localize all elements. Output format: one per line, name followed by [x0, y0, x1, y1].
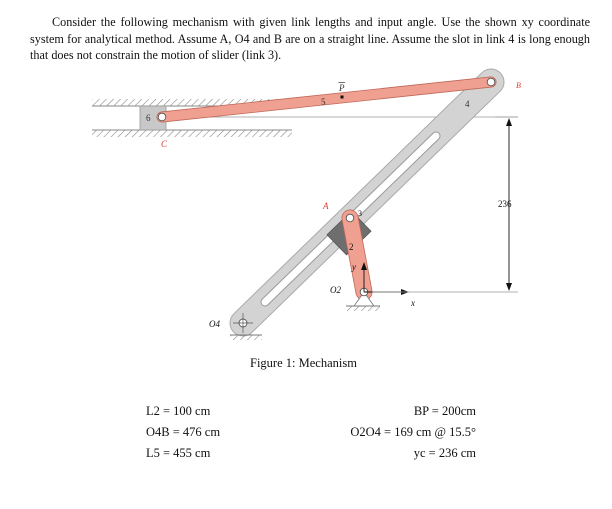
pin-a	[346, 214, 354, 222]
label-point-o2: O2	[330, 285, 341, 295]
label-point-c: C	[161, 139, 168, 149]
ground-bottom-hatch	[92, 130, 292, 137]
label-point-a: A	[323, 201, 329, 211]
label-link-6: 6	[146, 113, 151, 123]
label-point-o4: O4	[209, 319, 220, 329]
label-link-4: 4	[465, 99, 470, 109]
label-link-5: 5	[321, 97, 326, 107]
figure-caption: Figure 1: Mechanism	[250, 356, 357, 370]
label-link-3: 3	[358, 209, 362, 218]
param-l5: L5 = 455 cm	[146, 446, 211, 460]
label-point-b: B	[516, 81, 521, 90]
label-dimension: 236	[498, 199, 512, 209]
pin-c	[158, 113, 166, 121]
pin-b	[487, 78, 495, 86]
problem-text: Consider the following mechanism with given link lengths and input angle. Use the shown xy coordinate system for analytical method. Assume A, O4 and B are on a straight line. Assume the slot in link 4 is long enough that does not constrain the motion of slider (link 3).	[30, 15, 590, 62]
label-link-2: 2	[349, 242, 354, 252]
label-axis-y: y	[352, 262, 356, 272]
param-o2o4: O2O4 = 169 cm @ 15.5°	[350, 425, 476, 439]
param-l2: L2 = 100 cm	[146, 404, 211, 418]
param-o4b: O4B = 476 cm	[146, 425, 221, 439]
param-yc: yc = 236 cm	[413, 446, 476, 460]
ground-o4	[230, 335, 262, 340]
point-p-marker	[341, 96, 344, 99]
param-bp: BP = 200cm	[413, 404, 476, 418]
label-point-p: P	[339, 83, 345, 93]
label-axis-x: x	[411, 298, 415, 308]
